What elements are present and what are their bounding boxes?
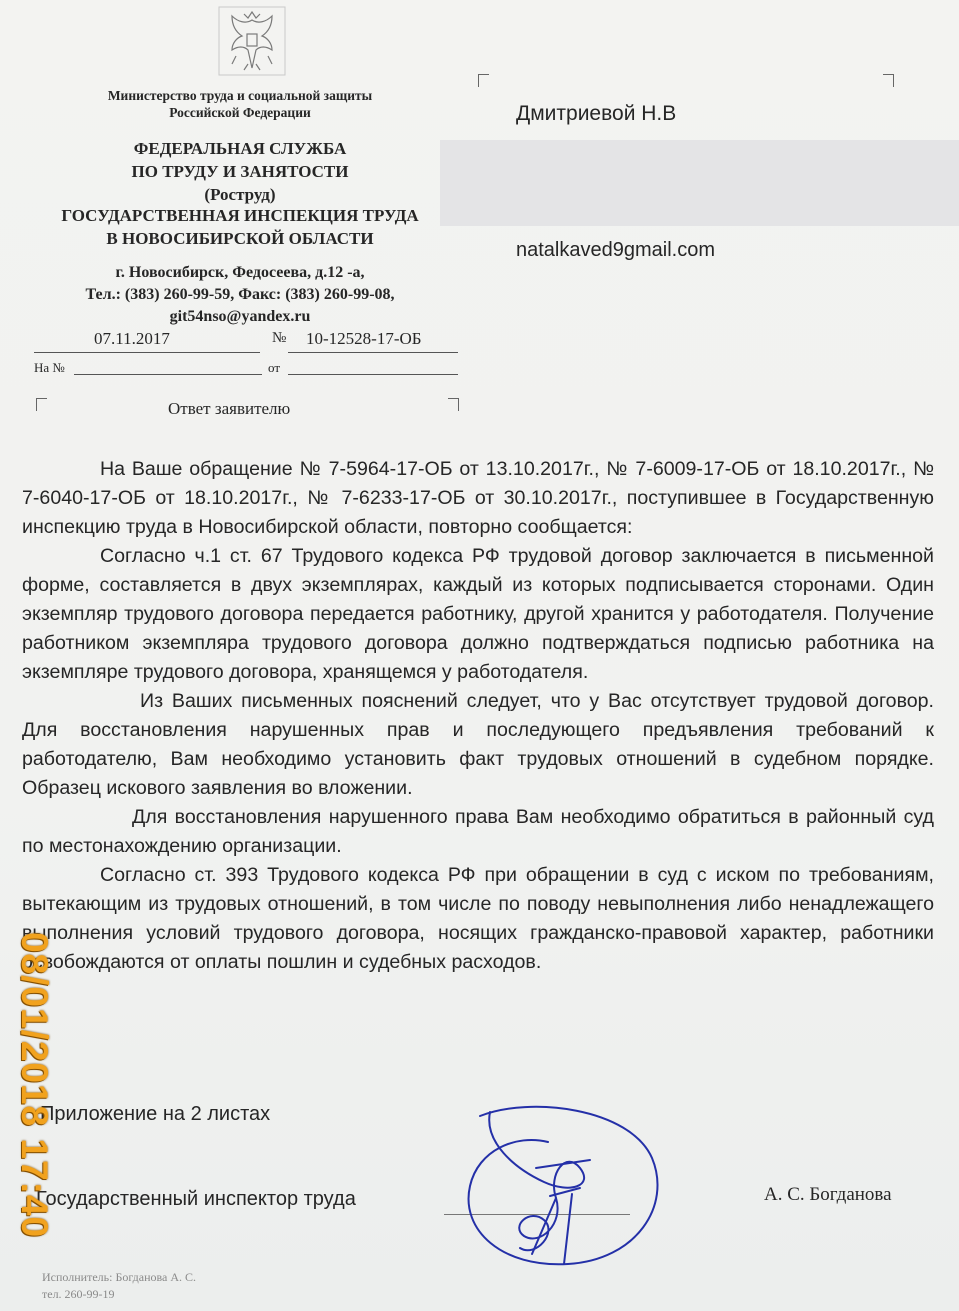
address: г. Новосибирск, Федосеева, д.12 -а, xyxy=(115,264,365,281)
reference-from-underline xyxy=(288,374,458,375)
reference-label: На № xyxy=(34,360,65,375)
recipient-corner-left xyxy=(478,74,489,87)
letter-body xyxy=(22,455,934,977)
letter-number: 10-12528-17-ОБ xyxy=(306,329,422,348)
reference-from-label: от xyxy=(268,360,281,375)
number-sign: № xyxy=(272,330,287,346)
subject-corner-right xyxy=(448,398,459,411)
subject-corner-left xyxy=(36,398,47,411)
phones: Тел.: (383) 260-99-59, Факс: (383) 260-99-08, xyxy=(85,286,395,303)
handwritten-signature xyxy=(440,1098,680,1278)
paragraph-4: Для восстановления нарушенного права Вам необходимо обратиться в районный суд по местонахождению организации. xyxy=(22,806,934,857)
recipient-corner-right xyxy=(883,74,894,87)
recipient-email: natalkaved9gmail.com xyxy=(516,239,715,261)
signatory-position: Государственный инспектор труда xyxy=(36,1188,356,1210)
date-underline xyxy=(34,352,260,353)
ministry-name: Министерство труда и социальной защиты Российской Федерации xyxy=(107,88,373,120)
paragraph-1: На Ваше обращение № 7-5964-17-ОБ от 13.10.2017г., № 7-6009-17-ОБ от 18.10.2017г., № 7-6040-17-ОБ от 18.10.2017г., № 7-6233-17-ОБ от 30.10.2017г., поступившее в Государственную инспекцию труда в Новосибирской области, повторно сообщается: xyxy=(22,458,934,538)
photo-timestamp: 08/01/2018 17:40 xyxy=(14,931,55,1239)
paragraph-2: Согласно ч.1 ст. 67 Трудового кодекса РФ трудовой договор заключается в письменной форме, составляется в двух экземплярах, каждый из которых подписывается сторонами. Один экземпляр трудового договора передается работнику, другой хранится у работодателя. Получение работником экземпляра трудового договора должно подтверждаться подписью работника на экземпляре трудового договора, хранящемся у работодателя. xyxy=(22,545,934,683)
service-name: ФЕДЕРАЛЬНАЯ СЛУЖБА ПО ТРУДУ И ЗАНЯТОСТИ (Роструд) xyxy=(131,139,349,204)
number-underline xyxy=(288,352,458,353)
reference-underline xyxy=(74,374,262,375)
recipient-name: Дмитриевой Н.В xyxy=(516,102,677,125)
executor-info: Исполнитель: Богданова А. С. тел. 260-99-19 xyxy=(42,1270,197,1301)
attachment-note: Приложение на 2 листах xyxy=(40,1103,271,1125)
inspection-name: ГОСУДАРСТВЕННАЯ ИНСПЕКЦИЯ ТРУДА В НОВОСИБИРСКОЙ ОБЛАСТИ xyxy=(61,206,419,248)
email: git54nso@yandex.ru xyxy=(169,308,311,325)
paragraph-3: Из Ваших письменных пояснений следует, что у Вас отсутствует трудовой договор. Для восстановления нарушенных прав и последующего предъявления требований к работодателю, Вам необходимо установить факт трудовых отношений в судебном порядке. Образец искового заявления во вложении. xyxy=(22,690,934,799)
redacted-address xyxy=(440,140,959,226)
letter-date: 07.11.2017 xyxy=(94,329,170,348)
inspection-contacts xyxy=(20,262,460,328)
signatory-name: А. С. Богданова xyxy=(764,1184,892,1205)
letter-subject: Ответ заявителю xyxy=(168,399,291,418)
coat-of-arms-icon xyxy=(218,6,286,76)
paragraph-5: Согласно ст. 393 Трудового кодекса РФ при обращении в суд с иском по требованиям, вытекающим из трудовых отношений, в том числе по поводу невыполнения либо ненадлежащего выполнения условий трудового договора, носящих гражданско-правовой характер, работники освобождаются от оплаты пошлин и судебных расходов. xyxy=(22,864,934,973)
